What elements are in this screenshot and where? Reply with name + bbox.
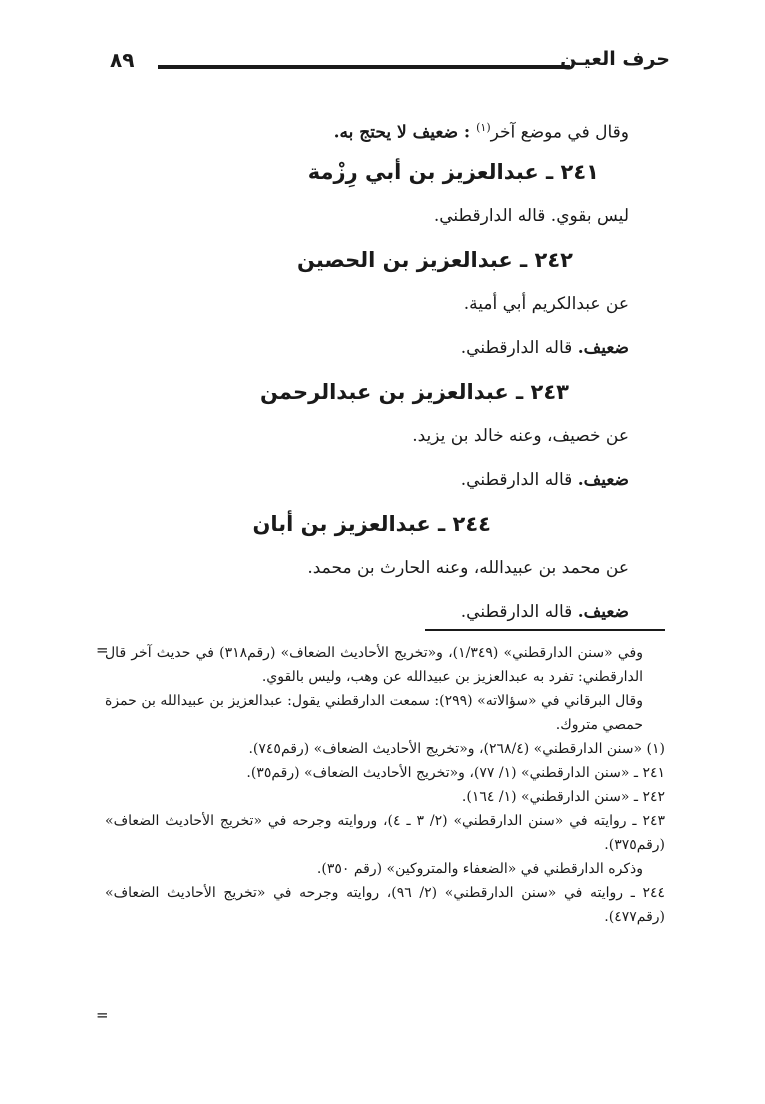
running-title: حرف العيـن <box>560 48 670 70</box>
grade-source: قاله الدارقطني. <box>460 602 578 622</box>
footnote-243-extra: وذكره الدارقطني في «الضعفاء والمتروكين» (رقم ٣٥٠). <box>316 861 643 877</box>
page-number: ٨٩ <box>110 48 135 72</box>
entry-243-line-1: عن خصيف، وعنه خالد بن يزيد. <box>412 426 629 446</box>
entry-243-title: ٢٤٣ ـ عبدالعزيز بن عبدالرحمن <box>260 380 569 404</box>
entry-242-line-2 <box>199 326 629 370</box>
grade-source: قاله الدارقطني. <box>460 338 578 358</box>
end-marker: = <box>96 1006 109 1024</box>
footnote-rule <box>425 629 665 631</box>
entry-242-line-1: عن عبدالكريم أبي أمية. <box>463 294 629 314</box>
intro-line <box>199 106 629 150</box>
grade-label: ضعيف. <box>577 470 629 490</box>
footnote-1: (١) «سنن الدارقطني» (٢٦٨/٤)، و«تخريج الأحاديث الضعاف» (رقم٧٤٥). <box>248 741 665 757</box>
continuation-marker: = <box>96 641 109 659</box>
main-text <box>199 106 629 634</box>
intro-rest: : ضعيف لا يحتج به. <box>333 122 477 143</box>
footnote-244: ٢٤٤ ـ روايته في «سنن الدارقطني» (٢/ ٩٦)، روايته وجرحه في «تخريج الأحاديث الضعاف» (رقم٤٧٧). <box>105 885 665 925</box>
page-header <box>110 44 670 80</box>
footnotes <box>105 641 665 929</box>
footnote-243: ٢٤٣ ـ روايته في «سنن الدارقطني» (٢/ ٣ ـ ٤)، وروايته وجرحه في «تخريج الأحاديث الضعاف» (رقم٣٧٥). <box>105 813 665 853</box>
entry-244-title: ٢٤٤ ـ عبدالعزيز بن أبان <box>252 512 491 536</box>
footnote-continued-b: وقال البرقاني في «سؤالاته» (٢٩٩): سمعت الدارقطني يقول: عبدالعزيز بن عبيدالله بن حمزة حمصي متروك. <box>105 693 643 733</box>
footnote-241: ٢٤١ ـ «سنن الدارقطني» (١/ ٧٧)، و«تخريج الأحاديث الضعاف» (رقم٣٥). <box>246 765 665 781</box>
entry-244-line-1: عن محمد بن عبيدالله، وعنه الحارث بن محمد. <box>307 558 629 578</box>
grade-label: ضعيف. <box>577 602 629 622</box>
entry-244-line-2 <box>199 590 629 634</box>
footnote-242: ٢٤٢ ـ «سنن الدارقطني» (١/ ١٦٤). <box>461 789 665 805</box>
footnote-ref-1: (١) <box>476 121 491 134</box>
grade-source: قاله الدارقطني. <box>460 470 578 490</box>
footnote-continued-a: وفي «سنن الدارقطني» (١/٣٤٩)، و«تخريج الأحاديث الضعاف» (رقم٣١٨) في حديث آخر قال الدارقطني: تفرد به عبدالعزيز بن عبيدالله عن وهب، وليس بالقوي. <box>105 645 644 685</box>
entry-241-title: ٢٤١ ـ عبدالعزيز بن أبي رِزْمة <box>307 160 599 184</box>
entry-241-line: ليس بقوي. قاله الدارقطني. <box>433 206 629 226</box>
header-rule <box>158 65 570 69</box>
entry-242-title: ٢٤٢ ـ عبدالعزيز بن الحصين <box>296 248 573 272</box>
intro-text: وقال في موضع آخر <box>490 122 629 143</box>
grade-label: ضعيف. <box>577 338 629 358</box>
entry-243-line-2 <box>199 458 629 502</box>
